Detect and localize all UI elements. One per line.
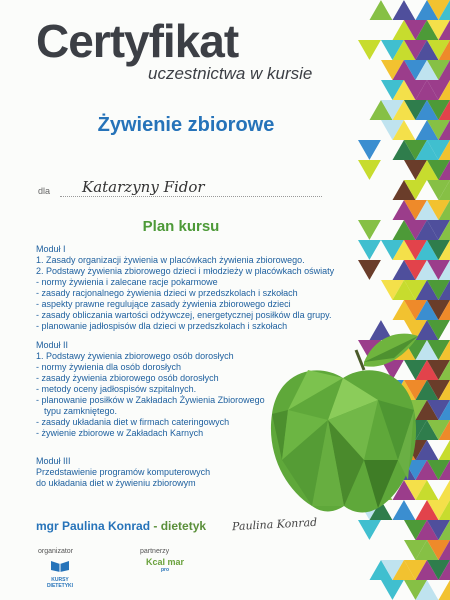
recipient-name: Katarzyny Fidor	[82, 178, 205, 196]
module-heading: Moduł I	[36, 244, 66, 254]
handwritten-signature: Paulina Konrad	[231, 515, 318, 534]
signer	[36, 519, 206, 533]
module-1	[36, 244, 334, 332]
signer-role: - dietetyk	[150, 519, 207, 533]
module-line: - zasady układania diet w firmach cateringowych	[36, 417, 230, 427]
module-3	[36, 456, 210, 489]
certificate-title: Certyfikat	[36, 15, 239, 67]
module-line: 1. Podstawy żywienia zbiorowego osób dorosłych	[36, 351, 234, 361]
course-title: Żywienie zbiorowe	[97, 114, 275, 136]
module-line: - zasady żywienia zbiorowego osób dorosłych	[36, 373, 219, 383]
signer-name: mgr Paulina Konrad	[36, 519, 151, 533]
module-line: 1. Zasady organizacji żywienia w placówkach żywienia zbiorowego.	[36, 255, 305, 265]
certificate-subtitle: uczestnictwa w kursie	[148, 64, 313, 83]
for-label: dla	[38, 186, 51, 196]
module-line: - normy żywienia i zalecane racje pokarmowe	[36, 277, 218, 287]
partner-label: partnerzy	[140, 548, 170, 555]
module-line: - metody oceny jadłospisów szpitalnych.	[36, 384, 197, 394]
organizer-label: organizator	[38, 548, 74, 555]
module-line: - planowanie posiłków w Zakładach Żywienia Zbiorowego	[36, 395, 265, 405]
green-apple-icon	[268, 330, 418, 518]
module-line: Przedstawienie programów komputerowych	[36, 467, 211, 477]
partner-logo-text: Kcal mar	[145, 557, 185, 567]
module-line: - zasady obliczania wartości odżywczej, energetycznej posiłków dla grupy.	[36, 310, 332, 320]
module-heading: Moduł III	[36, 456, 71, 466]
name-dotted-line	[60, 196, 322, 197]
book-icon	[50, 558, 70, 572]
module-line: - żywienie zbiorowe w Zakładach Karnych	[36, 428, 204, 438]
partner-logo-sub: pro	[160, 567, 170, 573]
module-line: typu zamkniętego.	[44, 406, 118, 416]
partner-logo	[143, 558, 187, 596]
module-line: - aspekty prawne regulujące zasady żywienia zbiorowego dzieci	[36, 299, 291, 309]
organizer-logo-text: KURSY DIETETYKI	[46, 577, 74, 589]
module-line: - normy żywienia dla osób dorosłych	[36, 362, 182, 372]
module-heading: Moduł II	[36, 340, 69, 350]
plan-heading: Plan kursu	[142, 218, 220, 235]
module-2	[36, 340, 265, 439]
module-line: - zasady racjonalnego żywienia dzieci w przedszkolach i szkołach	[36, 288, 298, 298]
module-line: do układania diet w żywieniu zbiorowym	[36, 478, 196, 488]
module-line: - planowanie jadłospisów dla dzieci w przedszkolach i szkołach	[36, 321, 288, 331]
module-line: 2. Podstawy żywienia zbiorowego dzieci i młodzieży w placówkach oświaty	[36, 266, 335, 276]
organizer-logo	[38, 558, 82, 596]
